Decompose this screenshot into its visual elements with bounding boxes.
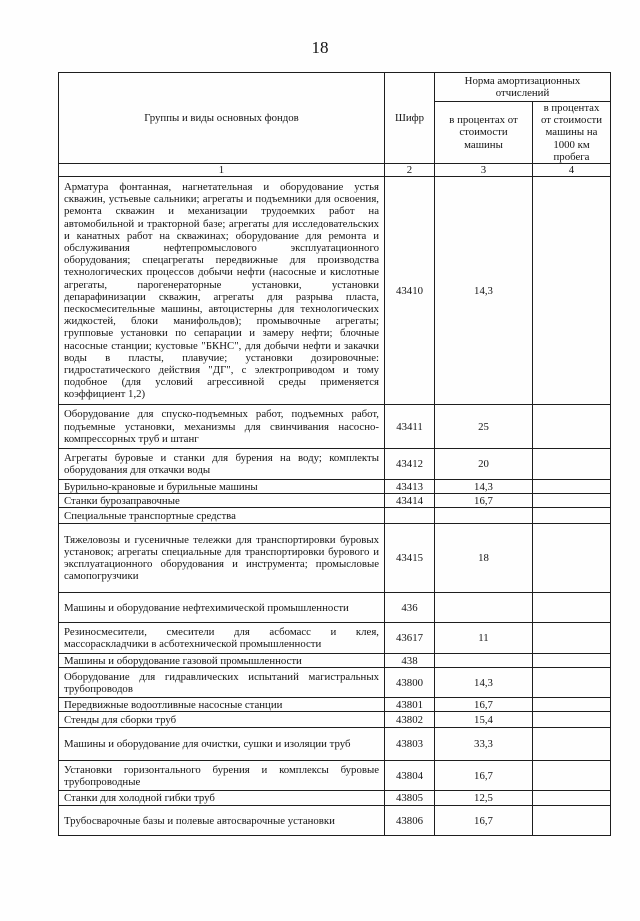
table-row bbox=[59, 593, 611, 623]
depreciation-rate: 14,3 bbox=[435, 177, 533, 405]
asset-group-name: Бурильно-крановые и бурильные машины bbox=[59, 480, 385, 494]
header-norm: Норма амортизационных отчислений bbox=[435, 73, 611, 102]
asset-code: 43806 bbox=[385, 806, 435, 836]
column-number-row bbox=[59, 164, 611, 177]
asset-code: 438 bbox=[385, 654, 435, 668]
column-number: 4 bbox=[533, 164, 611, 177]
depreciation-rate: 16,7 bbox=[435, 698, 533, 712]
depreciation-mileage-rate bbox=[533, 508, 611, 524]
depreciation-mileage-rate bbox=[533, 177, 611, 405]
asset-code: 43800 bbox=[385, 668, 435, 698]
depreciation-mileage-rate bbox=[533, 728, 611, 761]
asset-group-name: Станки для холодной гибки труб bbox=[59, 791, 385, 806]
asset-group-name: Агрегаты буровые и станки для бурения на воду; комплекты оборудования для откачки воды bbox=[59, 449, 385, 480]
asset-code: 43410 bbox=[385, 177, 435, 405]
asset-group-name: Стенды для сборки труб bbox=[59, 712, 385, 728]
depreciation-rate: 16,7 bbox=[435, 494, 533, 508]
asset-code: 43617 bbox=[385, 623, 435, 654]
header-pct-cost: в процентах от стоимости машины bbox=[435, 102, 533, 164]
table-row bbox=[59, 668, 611, 698]
asset-group-name: Установки горизонтального бурения и комплексы буровые трубопроводные bbox=[59, 761, 385, 791]
depreciation-mileage-rate bbox=[533, 593, 611, 623]
asset-code: 43803 bbox=[385, 728, 435, 761]
page-number: 18 bbox=[311, 38, 329, 57]
asset-code: 43802 bbox=[385, 712, 435, 728]
asset-group-name: Тяжеловозы и гусеничные тележки для транспортировки буровых установок; агрегаты специальные для транспортировки бурового и эксплуатационного оборудования и инструмента; промысловые самопогрузчики bbox=[59, 524, 385, 593]
table-row bbox=[59, 177, 611, 405]
header-pct-mileage: в процентах от стоимости машины на 1000 км пробега bbox=[533, 102, 611, 164]
table-row bbox=[59, 654, 611, 668]
depreciation-mileage-rate bbox=[533, 761, 611, 791]
asset-group-name: Передвижные водоотливные насосные станции bbox=[59, 698, 385, 712]
header-code: Шифр bbox=[385, 73, 435, 164]
depreciation-mileage-rate bbox=[533, 712, 611, 728]
asset-group-name: Арматура фонтанная, нагнетательная и оборудование устья скважин, устьевые сальники; агрегаты и подъемники для освоения, ремонта скважин и механизации трудоемких работ на автомобильной и тракторной базе; агрегаты для исследовательских и канатных работ на скважинах; оборудование для ремонта и обслуживания нефтепромыслового эксплуатационного оборудования; спецагрегаты передвижные для производства технологических процессов добычи нефти (насосные и кислотные агрегаты, парогенераторные установки, установки депарафинизации скважин, агрегаты для разрыва пласта, пескосмесительные машины, автоцистерны для технологических жидкостей, блоки манифольдов); промывочные агрегаты; групповые установки по сепарации и замеру нефти; блочные насосные станции; кустовые "БКНС", для добычи нефти и закачки воды в пласты, плавучие; установки дозировочные: гидростатического действия "ДГ", с электроприводом и тому подобное (для условий агрессивной среды применяется коэффициент 1,2) bbox=[59, 177, 385, 405]
asset-code: 43412 bbox=[385, 449, 435, 480]
depreciation-rate: 18 bbox=[435, 524, 533, 593]
depreciation-rate: 11 bbox=[435, 623, 533, 654]
depreciation-mileage-rate bbox=[533, 494, 611, 508]
depreciation-mileage-rate bbox=[533, 449, 611, 480]
asset-code: 43411 bbox=[385, 405, 435, 449]
table-row bbox=[59, 806, 611, 836]
table-row bbox=[59, 508, 611, 524]
column-number: 3 bbox=[435, 164, 533, 177]
asset-code: 43804 bbox=[385, 761, 435, 791]
asset-code: 43805 bbox=[385, 791, 435, 806]
depreciation-mileage-rate bbox=[533, 668, 611, 698]
asset-group-name: Оборудование для гидравлических испытаний магистральных трубопроводов bbox=[59, 668, 385, 698]
depreciation-rate: 25 bbox=[435, 405, 533, 449]
column-number: 1 bbox=[59, 164, 385, 177]
asset-group-name: Трубосварочные базы и полевые автосварочные установки bbox=[59, 806, 385, 836]
asset-group-name: Специальные транспортные средства bbox=[59, 508, 385, 524]
table-row bbox=[59, 449, 611, 480]
depreciation-mileage-rate bbox=[533, 791, 611, 806]
asset-group-name: Машины и оборудование газовой промышленности bbox=[59, 654, 385, 668]
depreciation-mileage-rate bbox=[533, 698, 611, 712]
header-group: Группы и виды основных фондов bbox=[59, 73, 385, 164]
asset-code: 43413 bbox=[385, 480, 435, 494]
depreciation-mileage-rate bbox=[533, 806, 611, 836]
depreciation-rate: 20 bbox=[435, 449, 533, 480]
depreciation-mileage-rate bbox=[533, 405, 611, 449]
depreciation-rate: 14,3 bbox=[435, 480, 533, 494]
asset-code bbox=[385, 508, 435, 524]
asset-group-name: Машины и оборудование нефтехимической промышленности bbox=[59, 593, 385, 623]
depreciation-rate bbox=[435, 654, 533, 668]
table-row bbox=[59, 761, 611, 791]
asset-code: 43415 bbox=[385, 524, 435, 593]
table-row bbox=[59, 480, 611, 494]
table-row bbox=[59, 405, 611, 449]
depreciation-rate: 15,4 bbox=[435, 712, 533, 728]
asset-group-name: Оборудование для спуско-подъемных работ, подъемных работ, подъемные установки, механизмы для свинчивания насосно-компрессорных труб и штанг bbox=[59, 405, 385, 449]
table-row bbox=[59, 524, 611, 593]
asset-code: 43801 bbox=[385, 698, 435, 712]
table-row bbox=[59, 623, 611, 654]
depreciation-table bbox=[58, 72, 611, 836]
asset-code: 43414 bbox=[385, 494, 435, 508]
depreciation-rate bbox=[435, 593, 533, 623]
asset-group-name: Резиносмесители, смесители для асбомасс и клея, массораскладчики в асботехнической промышленности bbox=[59, 623, 385, 654]
depreciation-mileage-rate bbox=[533, 480, 611, 494]
asset-group-name: Станки бурозаправочные bbox=[59, 494, 385, 508]
depreciation-mileage-rate bbox=[533, 524, 611, 593]
table-row bbox=[59, 698, 611, 712]
depreciation-rate: 14,3 bbox=[435, 668, 533, 698]
table-row bbox=[59, 712, 611, 728]
depreciation-mileage-rate bbox=[533, 623, 611, 654]
depreciation-rate: 16,7 bbox=[435, 806, 533, 836]
depreciation-rate bbox=[435, 508, 533, 524]
table-row bbox=[59, 728, 611, 761]
depreciation-rate: 16,7 bbox=[435, 761, 533, 791]
asset-group-name: Машины и оборудование для очистки, сушки и изоляции труб bbox=[59, 728, 385, 761]
table-row bbox=[59, 494, 611, 508]
depreciation-mileage-rate bbox=[533, 654, 611, 668]
depreciation-rate: 33,3 bbox=[435, 728, 533, 761]
column-number: 2 bbox=[385, 164, 435, 177]
depreciation-rate: 12,5 bbox=[435, 791, 533, 806]
asset-code: 436 bbox=[385, 593, 435, 623]
table-row bbox=[59, 791, 611, 806]
